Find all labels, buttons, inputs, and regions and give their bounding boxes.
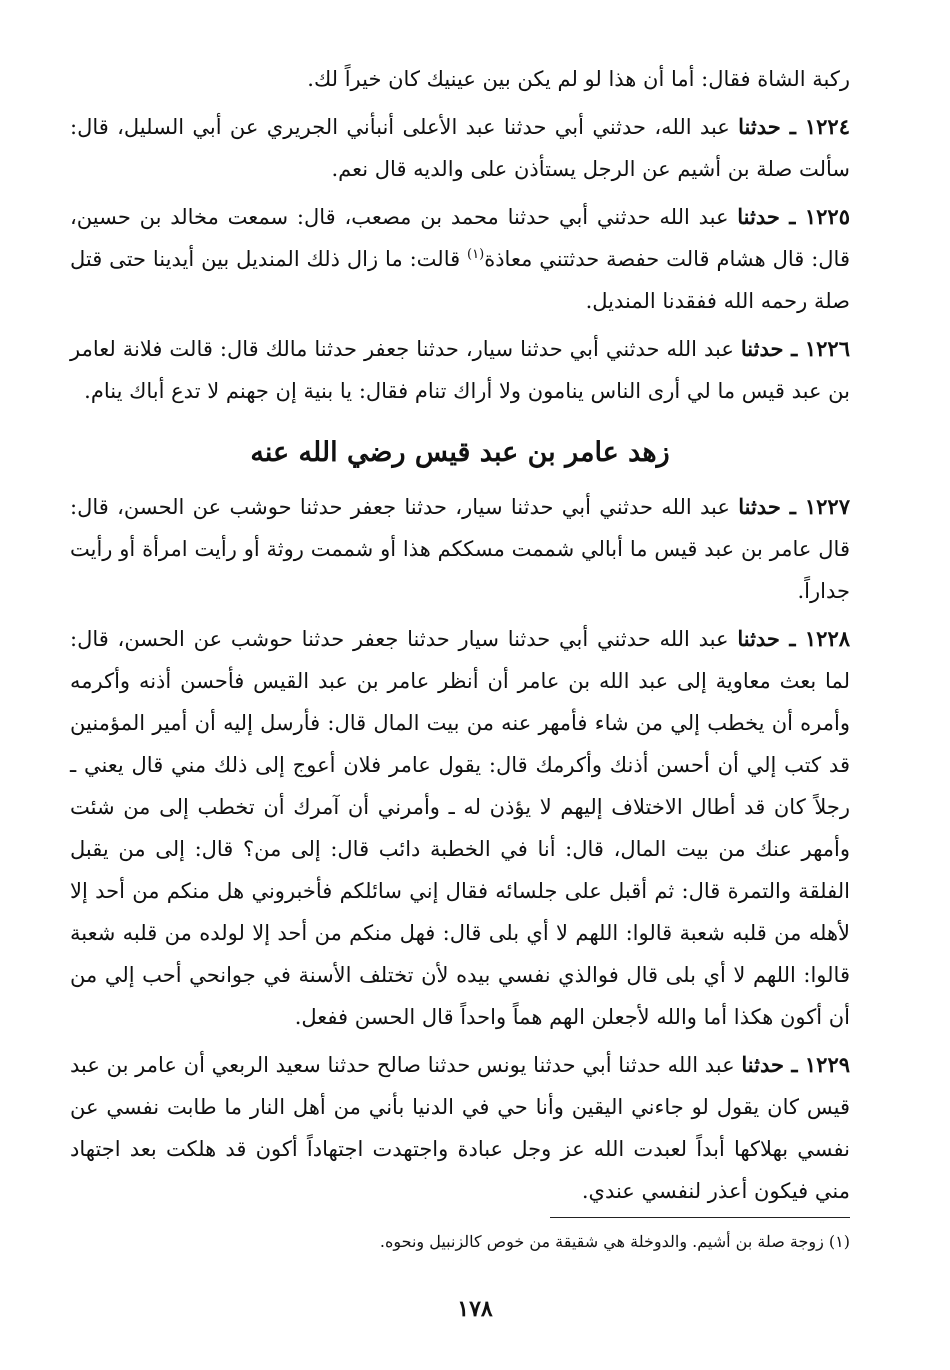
intro-paragraph: ركبة الشاة فقال: أما أن هذا لو لم يكن بين عينيك كان خيراً لك. — [307, 67, 850, 91]
hadith-text: عبد الله حدثنا أبي حدثنا يونس حدثنا صالح حدثنا سعيد الربعي أن عامر بن عبد قيس كان يقول لو جاءني اليقين وأنا حي في الدنيا بأني من أهل النار ما طابت نفسي عن نفسي بهلاكها أبداً لعبدت الله عز وجل عبادة واجتهدت اجتهاداً أكون قد هلكت بعد اجتهاد مني فيكون أعذر لنفسي عندي. — [70, 1053, 850, 1203]
haddathana-keyword: حدثنا — [740, 336, 784, 361]
footnote: (١) زوجة صلة بن أشيم. والدوخلة هي شقيقة من خوص كالزنبيل ونحوه. — [379, 1232, 850, 1251]
hadith-text: عبد الله حدثني أبي حدثنا سيار، حدثنا جعفر حدثنا مالك قال: قالت فلانة لعامر بن عبد قيس ما لي أرى الناس ينامون ولا أراك تنام فقال: يا بنية إن جهنم لا تدع أباك ينام. — [70, 337, 850, 403]
haddathana-keyword: حدثنا — [741, 1052, 784, 1077]
hadith-text: عبد الله حدثني أبي حدثنا سيار، حدثنا جعفر حدثنا حوشب عن الحسن، قال: قال عامر بن عبد قيس ما أبالي شممت مسككم هذا أو شممت روثة أو رأيت امرأة أو رأيت جداراً. — [70, 495, 850, 603]
hadith-text: عبد الله حدثني أبي حدثنا محمد بن مصعب، قال: سمعت مخالد بن حسين، قال: قال هشام قالت حفصة حدثتني معاذة — [70, 205, 850, 271]
hadith-1225 — [70, 196, 850, 322]
hadith-number: ١٢٢٤ — [804, 114, 850, 139]
haddathana-keyword: حدثنا — [738, 494, 781, 519]
hadith-dash: ـ — [780, 114, 805, 139]
hadith-number: ١٢٢٩ — [804, 1052, 851, 1077]
hadith-dash: ـ — [779, 626, 805, 651]
hadith-dash: ـ — [779, 204, 805, 229]
page-body — [70, 58, 850, 1218]
hadith-1224 — [70, 106, 850, 190]
hadith-number: ١٢٢٨ — [804, 626, 851, 651]
hadith-1228 — [70, 618, 850, 1038]
hadith-number: ١٢٢٦ — [804, 336, 850, 361]
page-number: ١٧٨ — [457, 1296, 493, 1322]
haddathana-keyword: حدثنا — [737, 204, 780, 229]
hadith-text-continued: قالت: ما زال ذلك المنديل بين أيدينا حتى قتل صلة رحمه الله ففقدنا المنديل. — [70, 247, 850, 313]
hadith-1226 — [70, 328, 850, 412]
hadith-1227 — [70, 486, 850, 612]
hadith-text: عبد الله، حدثني أبي حدثنا عبد الأعلى أنبأني الجريري عن أبي السليل، قال: سألت صلة بن أشيم عن الرجل يستأذن على والديه قال نعم. — [70, 115, 850, 181]
hadith-dash: ـ — [780, 494, 805, 519]
hadith-dash: ـ — [784, 1052, 805, 1077]
haddathana-keyword: حدثنا — [737, 626, 780, 651]
haddathana-keyword: حدثنا — [738, 114, 781, 139]
section-title: زهد عامر بن عبد قيس رضي الله عنه — [250, 437, 670, 468]
hadith-number: ١٢٢٧ — [804, 494, 850, 519]
hadith-number: ١٢٢٥ — [804, 204, 850, 229]
hadith-dash: ـ — [783, 336, 805, 361]
hadith-text: عبد الله حدثني أبي حدثنا سيار حدثنا جعفر حدثنا حوشب عن الحسن، قال: لما بعث معاوية إلى عبد الله بن عامر أن أنظر عامر بن عبد القيس فأحسن أذنه وأكرمه وأمره أن يخطب إلي من شاء فأمهر عنه من بيت المال قال: فأرسل إليه أن أمير المؤمنين قد كتب إلي أن أحسن أذنك وأكرمك قال: يقول عامر فلان أعوج إلى ذلك مني قال يعني ـ رجلاً كان قد أطال الاختلاف إليهم لا يؤذن له ـ وأمرني أن آمرك أن تخطب إلى من شئت وأمهر عنك من بيت المال، قال: أنا في الخطبة دائب قال: إلى من؟ قال: إلى من يقبل الفلقة والتمرة قال: ثم أقبل على جلسائه فقال إني سائلكم فأخبروني هل منكم من أحد إلا لأهله من قلبه شعبة قالوا: اللهم لا أي بلى قال: فهل منكم من أحد إلا لولده من قلبه شعبة قالوا: اللهم لا أي بلى قال فوالذي نفسي بيده لأن تختلف الأسنة في جوانحي أحب إلي من أن أكون هكذا أما والله لأجعلن الهم هماً واحداً قال الحسن ففعل. — [70, 627, 850, 1029]
footnote-reference: (١) — [467, 247, 485, 262]
hadith-1229 — [70, 1044, 850, 1212]
